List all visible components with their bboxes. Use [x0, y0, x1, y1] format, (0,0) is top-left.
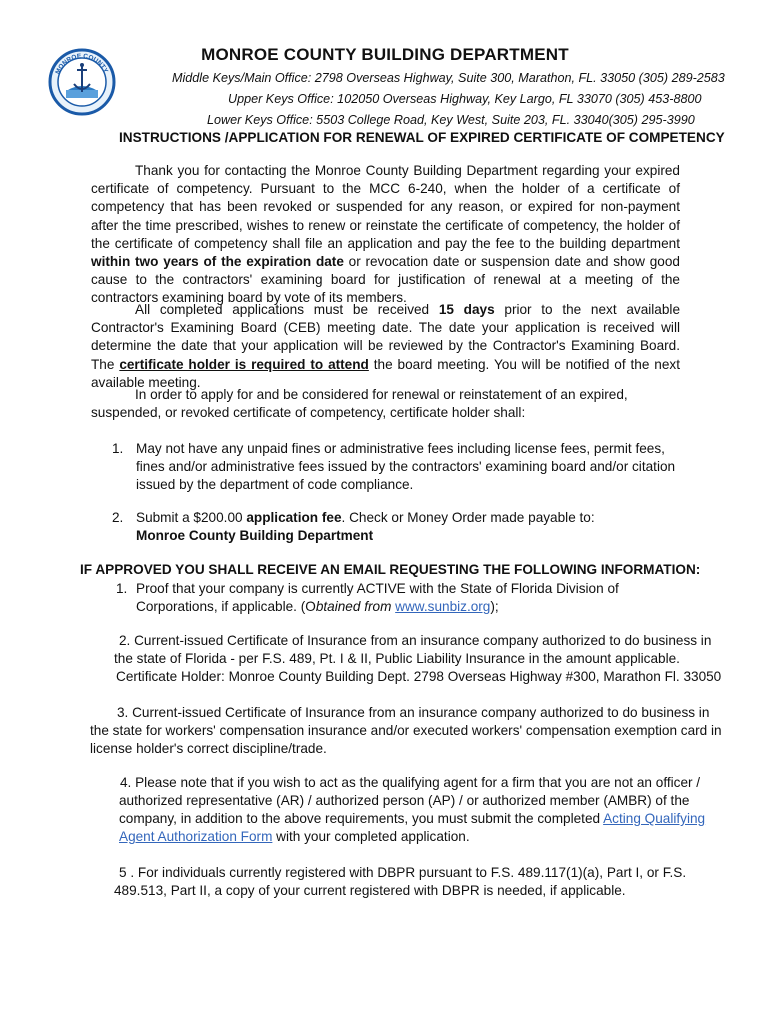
approved-4-line-4 — [119, 828, 470, 846]
page-title: MONROE COUNTY BUILDING DEPARTMENT — [201, 45, 569, 64]
acting-qualifying-link-part-2[interactable]: Agent Authorization Form — [119, 829, 273, 844]
acting-qualifying-link-part-1[interactable]: Acting Qualifying — [603, 811, 706, 826]
address-main-office: Middle Keys/Main Office: 2798 Overseas Highway, Suite 300, Marathon, FL. 33050 (305) 289-2583 — [172, 71, 725, 85]
svg-text:MONROE COUNTY: MONROE COUNTY — [54, 52, 109, 76]
requirement-2-number: 2. — [112, 510, 124, 525]
p2-text-c: the board meeting. You will be notified of the next available meeting. — [91, 356, 680, 390]
a1-text-b: ); — [490, 599, 499, 615]
a1-italic-text: btained from — [315, 599, 396, 615]
r2-text-b: . Check or Money Order made payable to: — [341, 510, 595, 525]
requirement-1-text: May not have any unpaid fines or administrative fees including license fees, permit fees, fines and/or administrative fees issued by the contractors' examining board and/or citation issued by the department of code compliance. — [136, 441, 676, 493]
intro-paragraph-2 — [91, 301, 680, 392]
a1-text-a: Proof that your company is currently ACTIVE with the State of Florida Division of Corporations, if applicable. (O — [136, 581, 619, 615]
approved-heading: IF APPROVED YOU SHALL RECEIVE AN EMAIL REQUESTING THE FOLLOWING INFORMATION: — [80, 562, 701, 577]
p2-required-attend-text: certificate holder is required to attend — [119, 356, 369, 372]
p1-text-a: Thank you for contacting the Monroe County Building Department regarding your expired certificate of competency. Pursuant to the MCC 6-240, when the holder of a certificate of competency that has been revoked or suspended for any reason, or expired for non-payment after the time prescribed, wishes to renew or reinstate the certificate of competency, the holder of the certificate of competency shall file an application and pay the fee to the building department — [91, 163, 680, 251]
a4-text-end: with your completed application. — [272, 829, 470, 844]
approved-3-line-3: license holder's correct discipline/trade. — [90, 741, 327, 756]
approved-1-text — [136, 580, 676, 616]
p2-text-b: prior to the next available Contractor's Examining Board (CEB) meeting date. The date your application is received will determine the date that your application will be reviewed by the Contractor's Examining Board. The — [91, 302, 680, 372]
approved-5-line-1: 5 . For individuals currently registered with DBPR pursuant to F.S. 489.117(1)(a), Part I, or F.S. — [119, 865, 687, 880]
requirement-1-number: 1. — [112, 441, 124, 456]
p2-bold-text: 15 days — [438, 302, 495, 317]
requirement-2-text — [136, 509, 680, 545]
sunbiz-link[interactable]: www.sunbiz.org — [395, 599, 491, 615]
approved-1-number: 1. — [116, 581, 128, 596]
a4-text: company, in addition to the above requirements, you must submit the completed — [119, 811, 604, 826]
p1-text-b: or revocation date or suspension date and show good cause to the contractors' examining board for justification of renewal at a meeting of the contractors examining board by vote of its members. — [91, 254, 680, 306]
approved-4-line-3 — [119, 810, 705, 828]
approved-4-line-1: 4. Please note that if you wish to act as the qualifying agent for a firm that you are not an officer / — [120, 775, 701, 790]
intro-paragraph-1 — [91, 162, 680, 308]
r2-bold-fee: application fee — [246, 510, 342, 525]
instructions-heading: INSTRUCTIONS /APPLICATION FOR RENEWAL OF EXPIRED CERTIFICATE OF COMPETENCY — [119, 130, 725, 145]
approved-5-line-2: 489.513, Part II, a copy of your current registered with DBPR is needed, if applicable. — [114, 883, 626, 898]
intro-paragraph-3: In order to apply for and be considered for renewal or reinstatement of an expired, suspended, or revoked certificate of competency, certificate holder shall: — [91, 387, 628, 421]
approved-4-line-2: authorized representative (AR) / authorized person (AP) / or authorized member (AMBR) of the — [119, 793, 690, 808]
r2-text-a: Submit a $200.00 — [136, 510, 247, 525]
approved-3-line-1: 3. Current-issued Certificate of Insurance from an insurance company authorized to do business in — [117, 705, 710, 720]
p1-bold-text: within two years of the expiration date — [91, 254, 344, 270]
approved-2-line-3: Certificate Holder: Monroe County Building Dept. 2798 Overseas Highway #300, Marathon Fl. 33050 — [116, 669, 722, 684]
approved-2-line-1: 2. Current-issued Certificate of Insurance from an insurance company authorized to do business in — [119, 633, 712, 648]
address-lower-keys: Lower Keys Office: 5503 College Road, Key West, Suite 203, FL. 33040(305) 295-3990 — [207, 113, 695, 127]
approved-2-line-2: the state of Florida - per F.S. 489, Pt. I & II, Public Liability Insurance in the amount applicable. — [114, 651, 680, 666]
address-upper-keys: Upper Keys Office: 102050 Overseas Highway, Key Largo, FL 33070 (305) 453-8800 — [228, 92, 702, 106]
approved-3-line-2: the state for workers' compensation insurance and/or executed workers' compensation exemption card in — [90, 723, 722, 738]
p2-text-a: All completed applications must be received — [135, 302, 439, 317]
payee-name: Monroe County Building Department — [136, 528, 374, 544]
